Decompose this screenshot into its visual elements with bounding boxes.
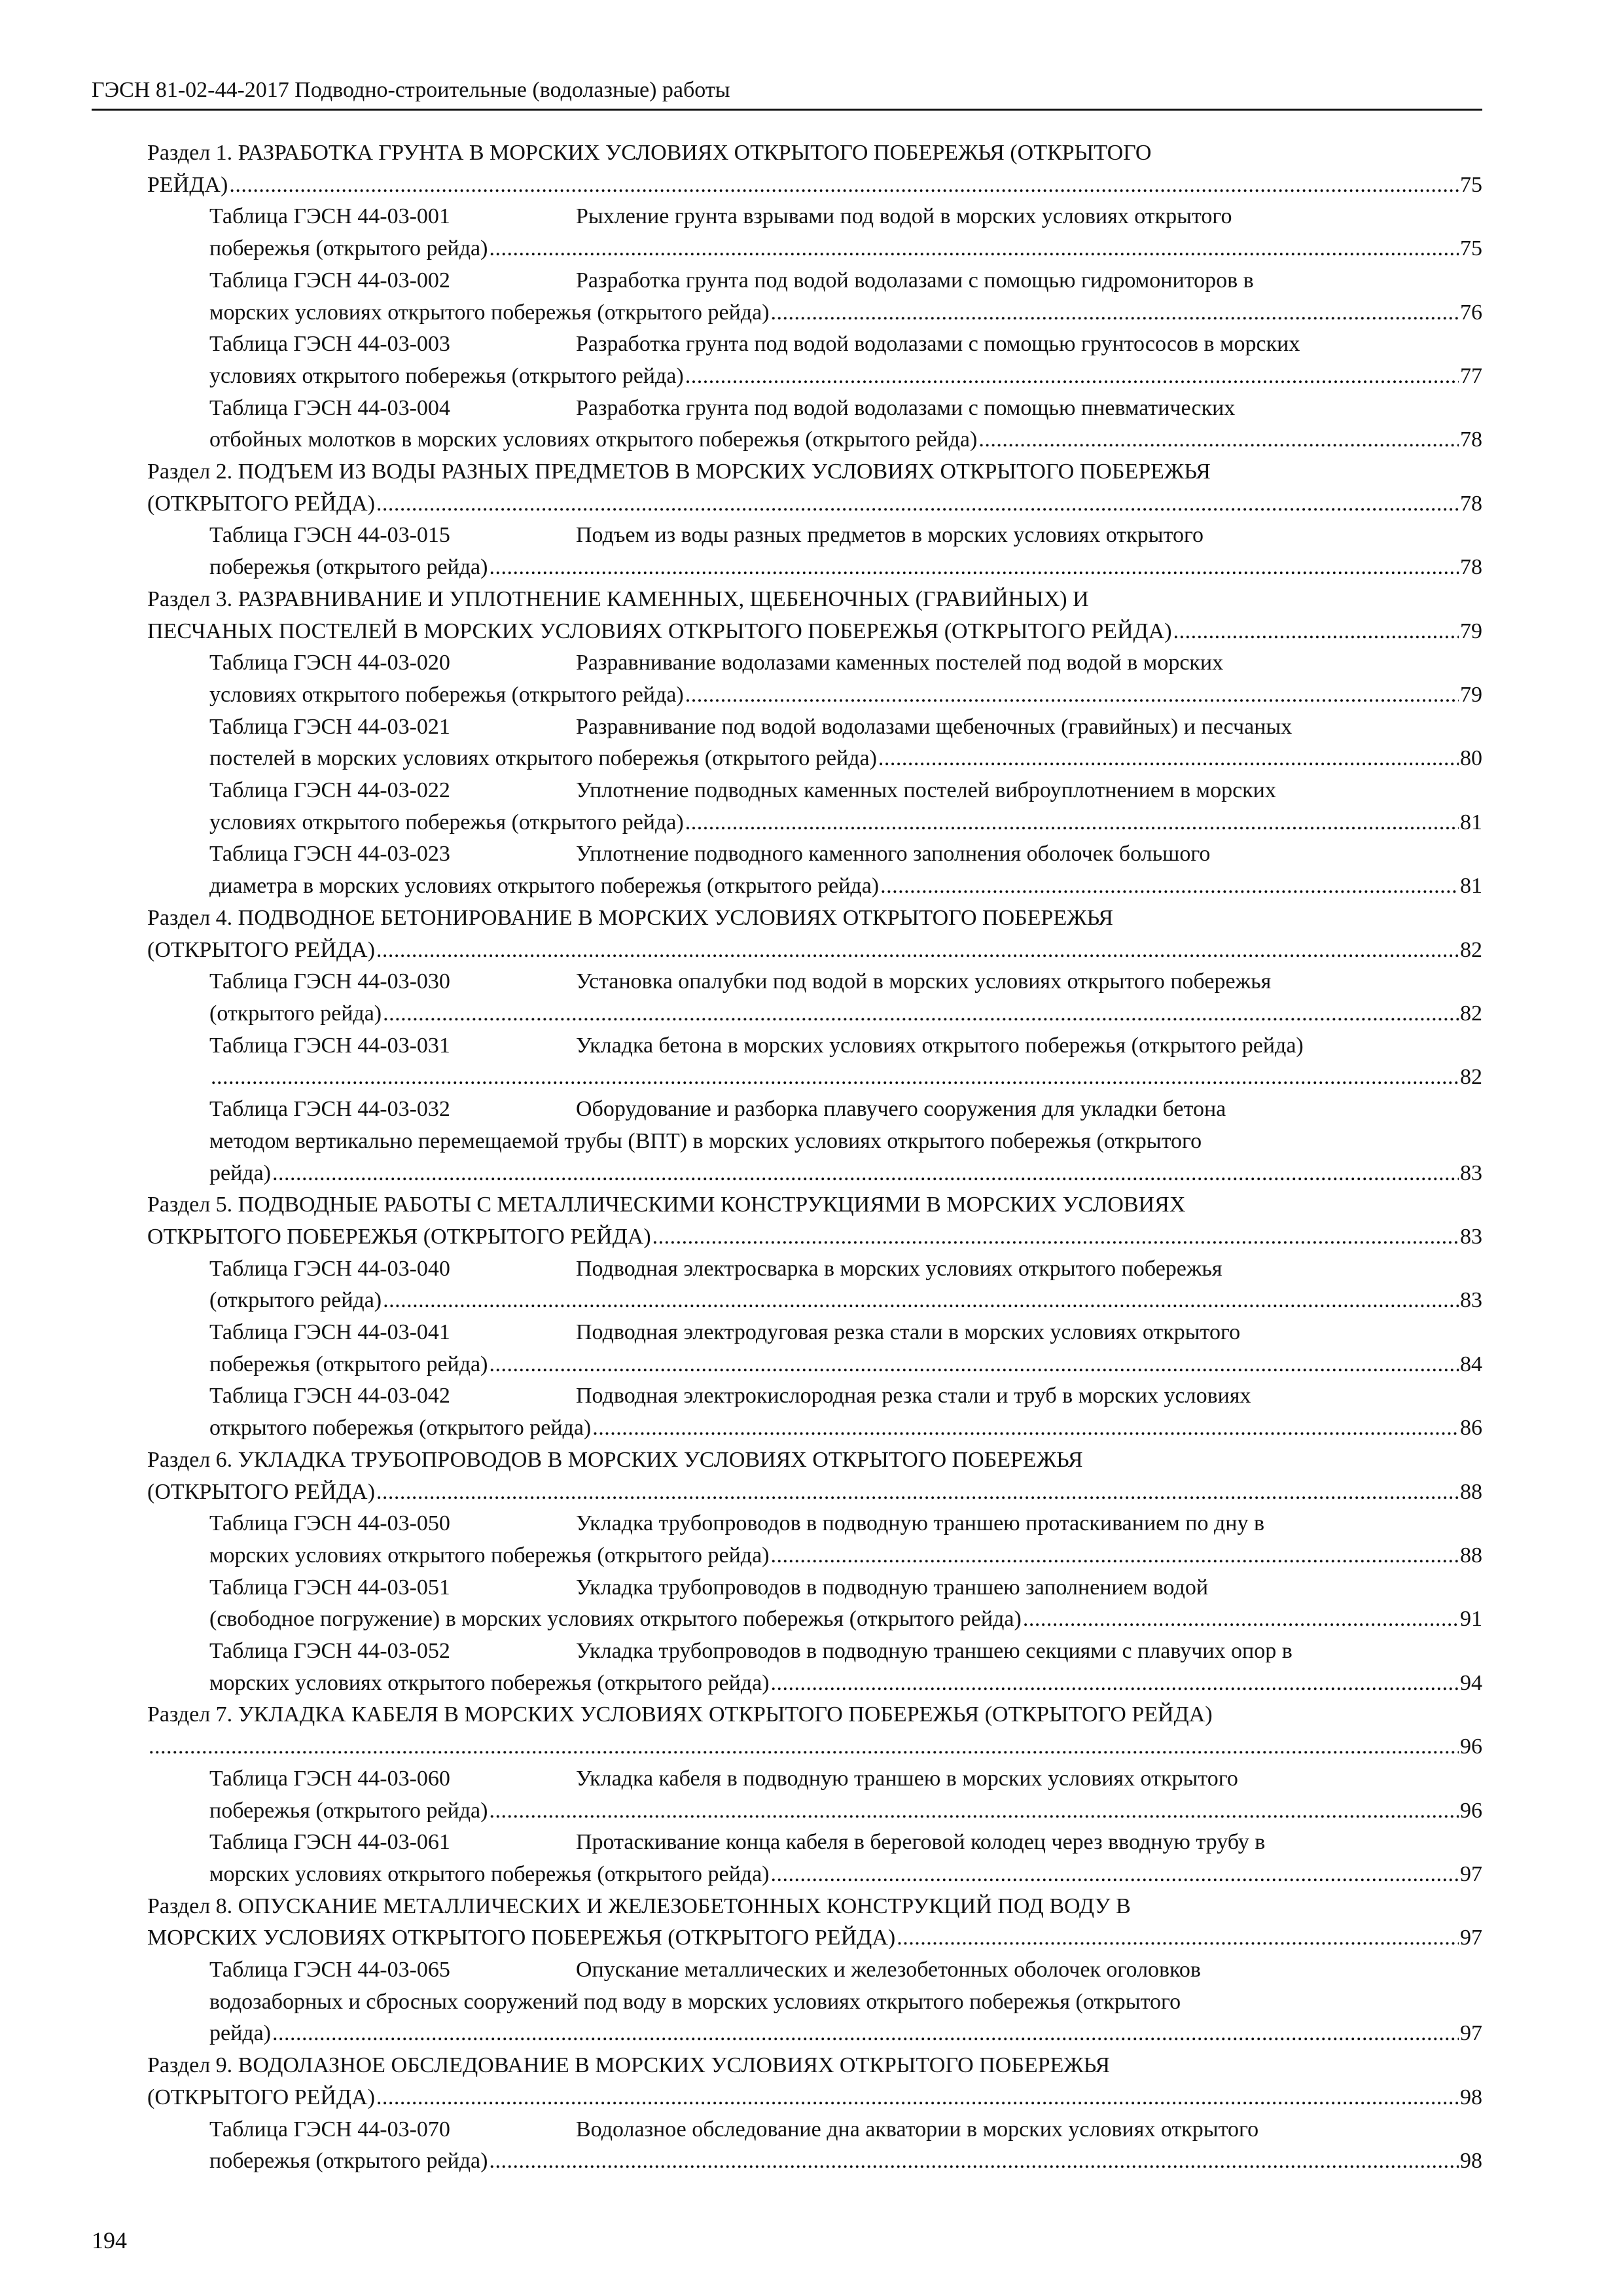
dot-leader	[376, 1477, 1459, 1509]
toc-entry-line	[209, 711, 1482, 744]
toc-entry-text: Протаскивание конца кабеля в береговой колодец через вводную трубу в	[576, 1830, 1266, 1855]
toc-section-entry[interactable]	[147, 1891, 1482, 1954]
toc-entry-text: отбойных молотков в морских условиях открытого побережья (открытого рейда)	[209, 427, 978, 452]
toc-entry-text: (открытого рейда)	[209, 1288, 382, 1313]
dot-leader	[489, 1349, 1459, 1381]
toc-entry-leader-line	[209, 807, 1482, 839]
toc-entry-leader-line	[209, 1604, 1482, 1636]
toc-page-number: 79	[1460, 682, 1482, 707]
toc-page-number: 78	[1460, 491, 1482, 516]
toc-table-entry[interactable]	[147, 265, 1482, 329]
toc-table-entry[interactable]	[147, 329, 1482, 392]
toc-table-entry[interactable]	[147, 775, 1482, 838]
document-title: ГЭСН 81-02-44-2017 Подводно-строительные (водолазные) работы	[92, 78, 730, 102]
toc-page-number: 78	[1460, 427, 1482, 452]
toc-entry-text: морских условиях открытого побережья (открытого рейда)	[209, 1861, 770, 1886]
toc-entry-line	[147, 2050, 1482, 2082]
toc-entry-leader-line	[209, 2018, 1482, 2050]
dot-leader	[685, 361, 1459, 393]
toc-page-number: 75	[1460, 172, 1482, 197]
dot-leader	[211, 1062, 1459, 1094]
toc-entry-line	[147, 456, 1482, 488]
toc-table-number: Таблица ГЭСН 44-03-015	[209, 523, 450, 548]
dot-leader	[771, 1540, 1459, 1572]
toc-entry-text: Раздел 9. ВОДОЛАЗНОЕ ОБСЛЕДОВАНИЕ В МОРСКИХ УСЛОВИЯХ ОТКРЫТОГО ПОБЕРЕЖЬЯ	[147, 2053, 1111, 2078]
toc-table-entry[interactable]	[147, 647, 1482, 711]
toc-page-number: 81	[1460, 810, 1482, 834]
toc-entry-text: Раздел 5. ПОДВОДНЫЕ РАБОТЫ С МЕТАЛЛИЧЕСКИМИ КОНСТРУКЦИЯМИ В МОРСКИХ УСЛОВИЯХ	[147, 1193, 1186, 1217]
toc-page-number: 82	[1460, 1001, 1482, 1026]
toc-table-number: Таблица ГЭСН 44-03-041	[209, 1320, 450, 1345]
toc-entry-text: Уплотнение подводных каменных постелей виброуплотнением в морских	[576, 778, 1276, 803]
toc-table-entry[interactable]	[147, 393, 1482, 456]
toc-table-entry[interactable]	[147, 201, 1482, 264]
toc-page-number: 88	[1460, 1543, 1482, 1568]
dot-leader	[489, 552, 1459, 584]
toc-table-number: Таблица ГЭСН 44-03-052	[209, 1639, 450, 1664]
toc-entry-leader-line	[209, 1349, 1482, 1381]
dot-leader	[1023, 1604, 1459, 1636]
toc-entry-leader-line	[147, 1221, 1482, 1253]
toc-entry-line	[209, 1253, 1482, 1285]
toc-section-entry[interactable]	[147, 1444, 1482, 1508]
toc-entry-leader-line	[147, 170, 1482, 202]
toc-entry-text: условиях открытого побережья (открытого рейда)	[209, 682, 684, 707]
toc-table-number: Таблица ГЭСН 44-03-030	[209, 969, 450, 994]
toc-entry-text: постелей в морских условиях открытого побережья (открытого рейда)	[209, 746, 877, 771]
toc-entry-text: Раздел 1. РАЗРАБОТКА ГРУНТА В МОРСКИХ УСЛОВИЯХ ОТКРЫТОГО ПОБЕРЕЖЬЯ (ОТКРЫТОГО	[147, 141, 1152, 165]
toc-entry-leader-line	[209, 424, 1482, 456]
toc-table-entry[interactable]	[147, 520, 1482, 583]
toc-entry-line	[209, 1317, 1482, 1349]
toc-entry-text: Установка опалубки под водой в морских условиях открытого побережья	[576, 969, 1272, 994]
toc-page-number: 82	[1460, 937, 1482, 962]
toc-entry-text: Опускание металлических и железобетонных оболочек оголовков	[576, 1958, 1201, 1982]
dot-leader	[272, 2018, 1459, 2050]
toc-entry-text: (ОТКРЫТОГО РЕЙДА)	[147, 1479, 375, 1504]
toc-entry-text: Раздел 6. УКЛАДКА ТРУБОПРОВОДОВ В МОРСКИХ УСЛОВИЯХ ОТКРЫТОГО ПОБЕРЕЖЬЯ	[147, 1447, 1083, 1472]
toc-entry-leader-line	[209, 233, 1482, 265]
toc-page-number: 83	[1460, 1224, 1482, 1249]
toc-entry-text: Раздел 3. РАЗРАВНИВАНИЕ И УПЛОТНЕНИЕ КАМЕННЫХ, ЩЕБЕНОЧНЫХ (ГРАВИЙНЫХ) И	[147, 586, 1089, 611]
toc-entry-line	[147, 1444, 1482, 1477]
dot-leader	[1173, 616, 1459, 648]
toc-entry-text: РЕЙДА)	[147, 172, 228, 197]
toc-entry-leader-line	[209, 1540, 1482, 1572]
toc-table-number: Таблица ГЭСН 44-03-040	[209, 1256, 450, 1281]
dot-leader	[149, 1731, 1459, 1763]
toc-entry-line	[147, 1189, 1482, 1221]
toc-entry-text: диаметра в морских условиях открытого побережья (открытого рейда)	[209, 874, 880, 899]
toc-page-number: 84	[1460, 1352, 1482, 1376]
toc-entry-text: Разравнивание под водой водолазами щебеночных (гравийных) и песчаных	[576, 714, 1293, 739]
toc-table-entry[interactable]	[147, 966, 1482, 1030]
toc-table-number: Таблица ГЭСН 44-03-070	[209, 2117, 450, 2142]
toc-table-entry[interactable]	[147, 1380, 1482, 1444]
toc-entry-line	[209, 1508, 1482, 1540]
toc-entry-text: (открытого рейда)	[209, 1001, 382, 1026]
toc-entry-leader-line	[209, 743, 1482, 775]
dot-leader	[685, 679, 1459, 711]
toc-entry-line	[209, 520, 1482, 552]
dot-leader	[880, 870, 1459, 903]
toc-entry-leader-line	[147, 1731, 1482, 1763]
toc-section-entry[interactable]	[147, 2050, 1482, 2113]
toc-entry-text: Подъем из воды разных предметов в морских условиях открытого	[576, 523, 1204, 548]
toc-table-entry[interactable]	[147, 838, 1482, 902]
toc-entry-line	[209, 1636, 1482, 1668]
toc-entry-text: Подводная электросварка в морских условиях открытого побережья	[576, 1256, 1222, 1281]
toc-entry-line	[209, 1572, 1482, 1604]
toc-entry-text: Разработка грунта под водой водолазами с помощью пневматических	[576, 395, 1236, 420]
toc-entry-text: Укладка трубопроводов в подводную траншею секциями с плавучих опор в	[576, 1639, 1293, 1664]
dot-leader	[489, 233, 1459, 265]
toc-page-number: 75	[1460, 236, 1482, 261]
toc-entry-leader-line	[209, 552, 1482, 584]
toc-page-number: 97	[1460, 2021, 1482, 2046]
toc-entry-line	[209, 1954, 1482, 1986]
toc-entry-text: условиях открытого побережья (открытого рейда)	[209, 810, 684, 834]
toc-entry-text: рейда)	[209, 2021, 271, 2046]
toc-entry-line	[147, 137, 1482, 170]
toc-entry-text: (ОТКРЫТОГО РЕЙДА)	[147, 937, 375, 962]
toc-table-entry[interactable]	[147, 711, 1482, 775]
toc-table-number: Таблица ГЭСН 44-03-051	[209, 1575, 450, 1600]
toc-entry-text: Раздел 7. УКЛАДКА КАБЕЛЯ В МОРСКИХ УСЛОВИЯХ ОТКРЫТОГО ПОБЕРЕЖЬЯ (ОТКРЫТОГО РЕЙДА)	[147, 1702, 1213, 1727]
toc-entry-line	[209, 775, 1482, 807]
toc-page-number: 88	[1460, 1479, 1482, 1504]
toc-entry-text: побережья (открытого рейда)	[209, 236, 488, 261]
toc-page-number: 79	[1460, 619, 1482, 643]
toc-page-number: 80	[1460, 746, 1482, 771]
toc-entry-line	[209, 1827, 1482, 1859]
toc-table-number: Таблица ГЭСН 44-03-060	[209, 1766, 450, 1791]
toc-table-number: Таблица ГЭСН 44-03-001	[209, 204, 450, 229]
toc-table-entry[interactable]	[147, 1954, 1482, 2050]
toc-section-entry[interactable]	[147, 903, 1482, 966]
toc-entry-text: Разработка грунта под водой водолазами с помощью грунтососов в морских	[576, 332, 1300, 357]
toc-entry-text: морских условиях открытого побережья (открытого рейда)	[209, 1543, 770, 1568]
toc-entry-leader-line	[147, 488, 1482, 520]
toc-table-entry[interactable]	[147, 1030, 1482, 1094]
dot-leader	[376, 488, 1459, 520]
toc-entry-leader-line	[209, 998, 1482, 1030]
toc-table-number: Таблица ГЭСН 44-03-032	[209, 1097, 450, 1122]
toc-entry-line	[147, 1699, 1482, 1731]
toc-entry-line	[209, 838, 1482, 870]
dot-leader	[771, 297, 1459, 329]
toc-entry-text: Укладка кабеля в подводную траншею в морских условиях открытого	[576, 1766, 1238, 1791]
toc-entry-text: побережья (открытого рейда)	[209, 1352, 488, 1376]
toc-entry-text: ОТКРЫТОГО ПОБЕРЕЖЬЯ (ОТКРЫТОГО РЕЙДА)	[147, 1224, 651, 1249]
toc-page-number: 82	[1460, 1065, 1482, 1090]
toc-entry-text: Укладка бетона в морских условиях открытого побережья (открытого рейда)	[576, 1033, 1304, 1058]
toc-table-number: Таблица ГЭСН 44-03-020	[209, 651, 450, 675]
toc-table-number: Таблица ГЭСН 44-03-003	[209, 332, 450, 357]
toc-entry-line	[209, 393, 1482, 425]
toc-entry-line	[147, 903, 1482, 935]
toc-table-entry[interactable]	[147, 2114, 1482, 2178]
dot-leader	[376, 935, 1459, 967]
toc-table-entry[interactable]	[147, 1317, 1482, 1380]
toc-entry-text: Раздел 8. ОПУСКАНИЕ МЕТАЛЛИЧЕСКИХ И ЖЕЛЕЗОБЕТОННЫХ КОНСТРУКЦИЙ ПОД ВОДУ В	[147, 1893, 1131, 1918]
toc-entry-text: побережья (открытого рейда)	[209, 2149, 488, 2174]
dot-leader	[878, 743, 1459, 775]
toc-entry-text: Водолазное обследование дна акватории в морских условиях открытого	[576, 2117, 1259, 2142]
toc-page-number: 78	[1460, 555, 1482, 580]
toc-table-entry[interactable]	[147, 1572, 1482, 1636]
toc-section-entry[interactable]	[147, 456, 1482, 520]
dot-leader	[489, 2145, 1459, 2178]
toc-page-number: 96	[1460, 1734, 1482, 1759]
toc-entry-text: Рыхление грунта взрывами под водой в морских условиях открытого	[576, 204, 1232, 229]
toc-entry-line	[209, 1763, 1482, 1795]
toc-entry-leader-line	[209, 870, 1482, 903]
dot-leader	[272, 1158, 1459, 1190]
toc-entry-line	[209, 1126, 1482, 1158]
toc-table-number: Таблица ГЭСН 44-03-061	[209, 1830, 450, 1855]
toc-table-entry[interactable]	[147, 1827, 1482, 1890]
toc-page-number: 97	[1460, 1926, 1482, 1950]
toc-entry-text: побережья (открытого рейда)	[209, 555, 488, 580]
toc-section-entry[interactable]	[147, 584, 1482, 647]
toc-section-entry[interactable]	[147, 1699, 1482, 1763]
dot-leader	[376, 2082, 1459, 2114]
toc-entry-leader-line	[147, 2082, 1482, 2114]
dot-leader	[383, 998, 1459, 1030]
toc-entry-line	[209, 647, 1482, 679]
toc-entry-line	[209, 265, 1482, 297]
toc-entry-leader-line	[209, 1412, 1482, 1444]
toc-entry-text: Оборудование и разборка плавучего сооружения для укладки бетона	[576, 1097, 1226, 1122]
dot-leader	[897, 1922, 1459, 1954]
toc-page-number: 94	[1460, 1670, 1482, 1695]
toc-entry-leader-line	[209, 1859, 1482, 1891]
toc-page-number: 97	[1460, 1861, 1482, 1886]
toc-table-number: Таблица ГЭСН 44-03-004	[209, 395, 450, 420]
toc-entry-text: Раздел 2. ПОДЪЕМ ИЗ ВОДЫ РАЗНЫХ ПРЕДМЕТОВ В МОРСКИХ УСЛОВИЯХ ОТКРЫТОГО ПОБЕРЕЖЬЯ	[147, 459, 1211, 484]
toc-entry-text: водозаборных и сбросных сооружений под воду в морских условиях открытого побережья (открытого	[209, 1989, 1181, 2014]
toc-entry-text: МОРСКИХ УСЛОВИЯХ ОТКРЫТОГО ПОБЕРЕЖЬЯ (ОТКРЫТОГО РЕЙДА)	[147, 1926, 896, 1950]
toc-page-number: 98	[1460, 2149, 1482, 2174]
toc-entry-leader-line	[147, 1477, 1482, 1509]
toc-page-number: 83	[1460, 1288, 1482, 1313]
toc-entry-text: Укладка трубопроводов в подводную траншею протаскиванием по дну в	[576, 1511, 1265, 1536]
toc-section-entry[interactable]	[147, 137, 1482, 201]
dot-leader	[771, 1859, 1459, 1891]
dot-leader	[229, 170, 1459, 202]
toc-entry-line	[209, 201, 1482, 233]
toc-entry-line	[209, 1094, 1482, 1126]
toc-page-number: 83	[1460, 1160, 1482, 1185]
toc-table-entry[interactable]	[147, 1094, 1482, 1189]
toc-entry-text: побережья (открытого рейда)	[209, 1798, 488, 1823]
toc-table-entry[interactable]	[147, 1763, 1482, 1827]
toc-entry-leader-line	[209, 1668, 1482, 1700]
toc-entry-line	[209, 966, 1482, 998]
dot-leader	[652, 1221, 1459, 1253]
toc-entry-line	[209, 2114, 1482, 2146]
toc-entry-text: Раздел 4. ПОДВОДНОЕ БЕТОНИРОВАНИЕ В МОРСКИХ УСЛОВИЯХ ОТКРЫТОГО ПОБЕРЕЖЬЯ	[147, 905, 1113, 930]
toc-table-number: Таблица ГЭСН 44-03-050	[209, 1511, 450, 1536]
toc-entry-text: Укладка трубопроводов в подводную траншею заполнением водой	[576, 1575, 1209, 1600]
running-header	[92, 77, 1482, 111]
toc-entry-leader-line	[147, 935, 1482, 967]
toc-table-number: Таблица ГЭСН 44-03-023	[209, 842, 450, 867]
toc-table-entry[interactable]	[147, 1508, 1482, 1571]
page-number: 194	[92, 2227, 127, 2253]
toc-entry-leader-line	[209, 1795, 1482, 1827]
toc-entry-line	[147, 584, 1482, 616]
toc-table-entry[interactable]	[147, 1636, 1482, 1699]
toc-table-entry[interactable]	[147, 1253, 1482, 1317]
toc-page-number: 98	[1460, 2085, 1482, 2109]
toc-entry-text: морских условиях открытого побережья (открытого рейда)	[209, 1670, 770, 1695]
toc-entry-line	[209, 1380, 1482, 1412]
toc-table-number: Таблица ГЭСН 44-03-042	[209, 1384, 450, 1408]
toc-page-number: 86	[1460, 1416, 1482, 1441]
toc-entry-leader-line	[209, 1158, 1482, 1190]
toc-entry-leader-line	[209, 1062, 1482, 1094]
toc-entry-line	[209, 1986, 1482, 2018]
toc-page-number: 81	[1460, 874, 1482, 899]
toc-page-number: 96	[1460, 1798, 1482, 1823]
toc-page-number: 91	[1460, 1607, 1482, 1632]
toc-table-number: Таблица ГЭСН 44-03-065	[209, 1958, 450, 1982]
table-of-contents	[147, 137, 1482, 2178]
dot-leader	[489, 1795, 1459, 1827]
dot-leader	[685, 807, 1459, 839]
toc-entry-leader-line	[209, 2145, 1482, 2178]
toc-entry-text: открытого побережья (открытого рейда)	[209, 1416, 592, 1441]
toc-entry-line	[209, 329, 1482, 361]
toc-entry-leader-line	[209, 297, 1482, 329]
toc-entry-text: морских условиях открытого побережья (открытого рейда)	[209, 300, 770, 325]
toc-table-number: Таблица ГЭСН 44-03-002	[209, 268, 450, 293]
dot-leader	[592, 1412, 1459, 1444]
toc-entry-leader-line	[147, 616, 1482, 648]
dot-leader	[383, 1285, 1459, 1317]
toc-entry-text: методом вертикально перемещаемой трубы (ВПТ) в морских условиях открытого побережья (открытого	[209, 1128, 1202, 1153]
toc-entry-text: Разравнивание водолазами каменных постелей под водой в морских	[576, 651, 1224, 675]
toc-section-entry[interactable]	[147, 1189, 1482, 1253]
toc-entry-text: условиях открытого побережья (открытого рейда)	[209, 363, 684, 388]
toc-entry-text: (свободное погружение) в морских условиях открытого побережья (открытого рейда)	[209, 1607, 1022, 1632]
toc-entry-text: рейда)	[209, 1160, 271, 1185]
toc-page-number: 76	[1460, 300, 1482, 325]
toc-table-number: Таблица ГЭСН 44-03-031	[209, 1033, 450, 1058]
toc-table-number: Таблица ГЭСН 44-03-021	[209, 714, 450, 739]
toc-entry-line	[147, 1891, 1482, 1923]
toc-entry-text: ПЕСЧАНЫХ ПОСТЕЛЕЙ В МОРСКИХ УСЛОВИЯХ ОТКРЫТОГО ПОБЕРЕЖЬЯ (ОТКРЫТОГО РЕЙДА)	[147, 619, 1172, 643]
toc-entry-text: Подводная электродуговая резка стали в морских условиях открытого	[576, 1320, 1241, 1345]
dot-leader	[771, 1668, 1459, 1700]
toc-entry-text: Разработка грунта под водой водолазами с помощью гидромониторов в	[576, 268, 1254, 293]
toc-entry-leader-line	[209, 361, 1482, 393]
toc-entry-text: (ОТКРЫТОГО РЕЙДА)	[147, 491, 375, 516]
dot-leader	[978, 424, 1459, 456]
toc-entry-leader-line	[147, 1922, 1482, 1954]
toc-entry-line	[209, 1030, 1482, 1062]
toc-table-number: Таблица ГЭСН 44-03-022	[209, 778, 450, 803]
toc-page-number: 77	[1460, 363, 1482, 388]
toc-entry-text: Уплотнение подводного каменного заполнения оболочек большого	[576, 842, 1211, 867]
toc-entry-leader-line	[209, 679, 1482, 711]
toc-entry-text: Подводная электрокислородная резка стали и труб в морских условиях	[576, 1384, 1251, 1408]
toc-entry-text: (ОТКРЫТОГО РЕЙДА)	[147, 2085, 375, 2109]
toc-entry-leader-line	[209, 1285, 1482, 1317]
